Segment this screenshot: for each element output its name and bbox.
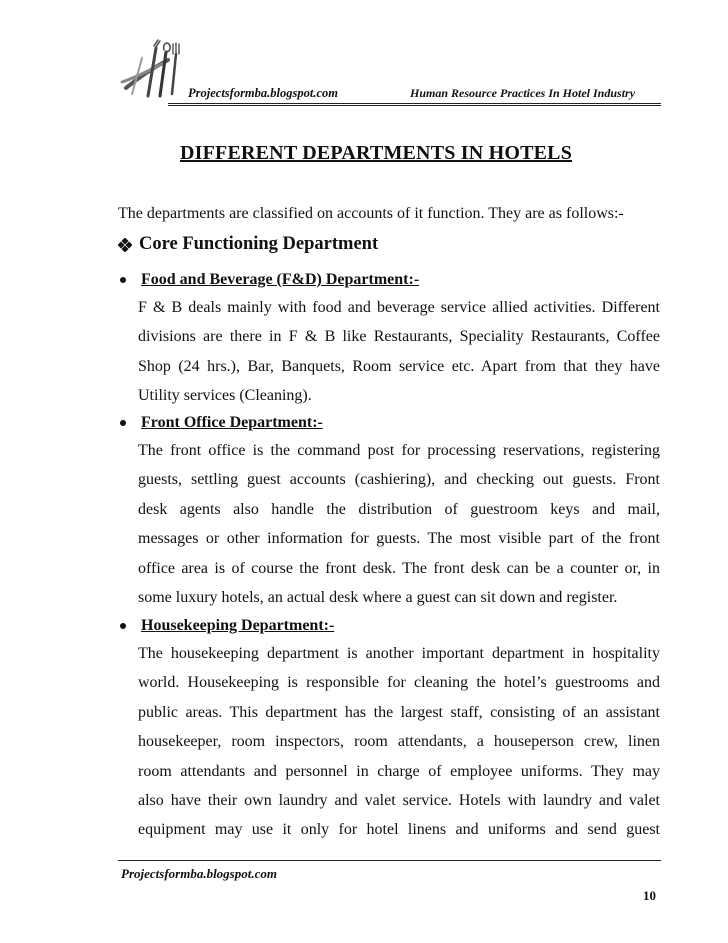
section-heading-label: Housekeeping Department:-: [141, 617, 335, 634]
section-heading-housekeeping: [118, 617, 334, 635]
body-line: messages or other information for guests. The most visible part of the front: [138, 530, 660, 548]
body-line: also have their own laundry and valet service. Hotels with laundry and valet: [138, 792, 660, 810]
diamond-bullet-icon: [118, 238, 132, 252]
footer-rule: [118, 860, 661, 861]
body-line: world. Housekeeping is responsible for cleaning the hotel’s guestrooms and: [138, 674, 660, 692]
body-line: some luxury hotels, an actual desk where a guest can sit down and register.: [138, 589, 618, 607]
bullet-icon: [120, 623, 126, 629]
section-heading-food-beverage: [118, 271, 419, 289]
body-line: desk agents also handle the distribution of guestroom keys and mail,: [138, 500, 660, 518]
body-line: Shop (24 hrs.), Bar, Banquets, Room service etc. Apart from that they have: [138, 357, 660, 375]
header-doc-title: Human Resource Practices In Hotel Industry: [410, 86, 636, 100]
core-heading-label: Core Functioning Department: [139, 234, 379, 254]
body-line: F & B deals mainly with food and beverage service allied activities. Different: [138, 299, 660, 316]
footer-site: Projectsformba.blogspot.com: [121, 866, 277, 881]
intro-text: The departments are classified on accounts of it function. They are as follows:-: [118, 205, 624, 222]
section-body-housekeeping: [138, 639, 660, 845]
cutlery-logo-icon: [118, 38, 188, 100]
page-title: DIFFERENT DEPARTMENTS IN HOTELS: [180, 142, 573, 164]
body-line: public areas. This department has the largest staff, consisting of an assistant: [138, 703, 660, 721]
body-line: divisions are there in F & B like Restaurants, Speciality Restaurants, Coffee: [138, 328, 660, 346]
core-heading: [118, 234, 378, 255]
body-line: room attendants and personnel in charge of employee uniforms. They may: [138, 762, 660, 780]
section-heading-label: Food and Beverage (F&D) Department:-: [141, 271, 420, 288]
section-body-front-office: [138, 436, 660, 612]
bullet-icon: [120, 277, 126, 283]
header-rule: [168, 103, 661, 106]
body-line: housekeeper, room inspectors, room attendants, a houseperson crew, linen: [138, 733, 660, 751]
section-body-food-beverage: [138, 293, 660, 411]
bullet-icon: [120, 420, 126, 426]
body-line: guests, settling guest accounts (cashiering), and checking out guests. Front: [138, 471, 660, 489]
section-heading-label: Front Office Department:-: [141, 414, 323, 431]
header-site: Projectsformba.blogspot.com: [188, 86, 338, 100]
page-number: 10: [643, 888, 656, 903]
body-line: Utility services (Cleaning).: [138, 387, 312, 405]
body-line: The front office is the command post for processing reservations, registering: [138, 442, 660, 459]
body-line: The housekeeping department is another important department in hospitality: [138, 645, 660, 662]
section-heading-front-office: [118, 414, 323, 432]
body-line: office area is of course the front desk. The front desk can be a counter or, in: [138, 559, 660, 577]
body-line: equipment may use it only for hotel linens and uniforms and send guest: [138, 821, 660, 839]
